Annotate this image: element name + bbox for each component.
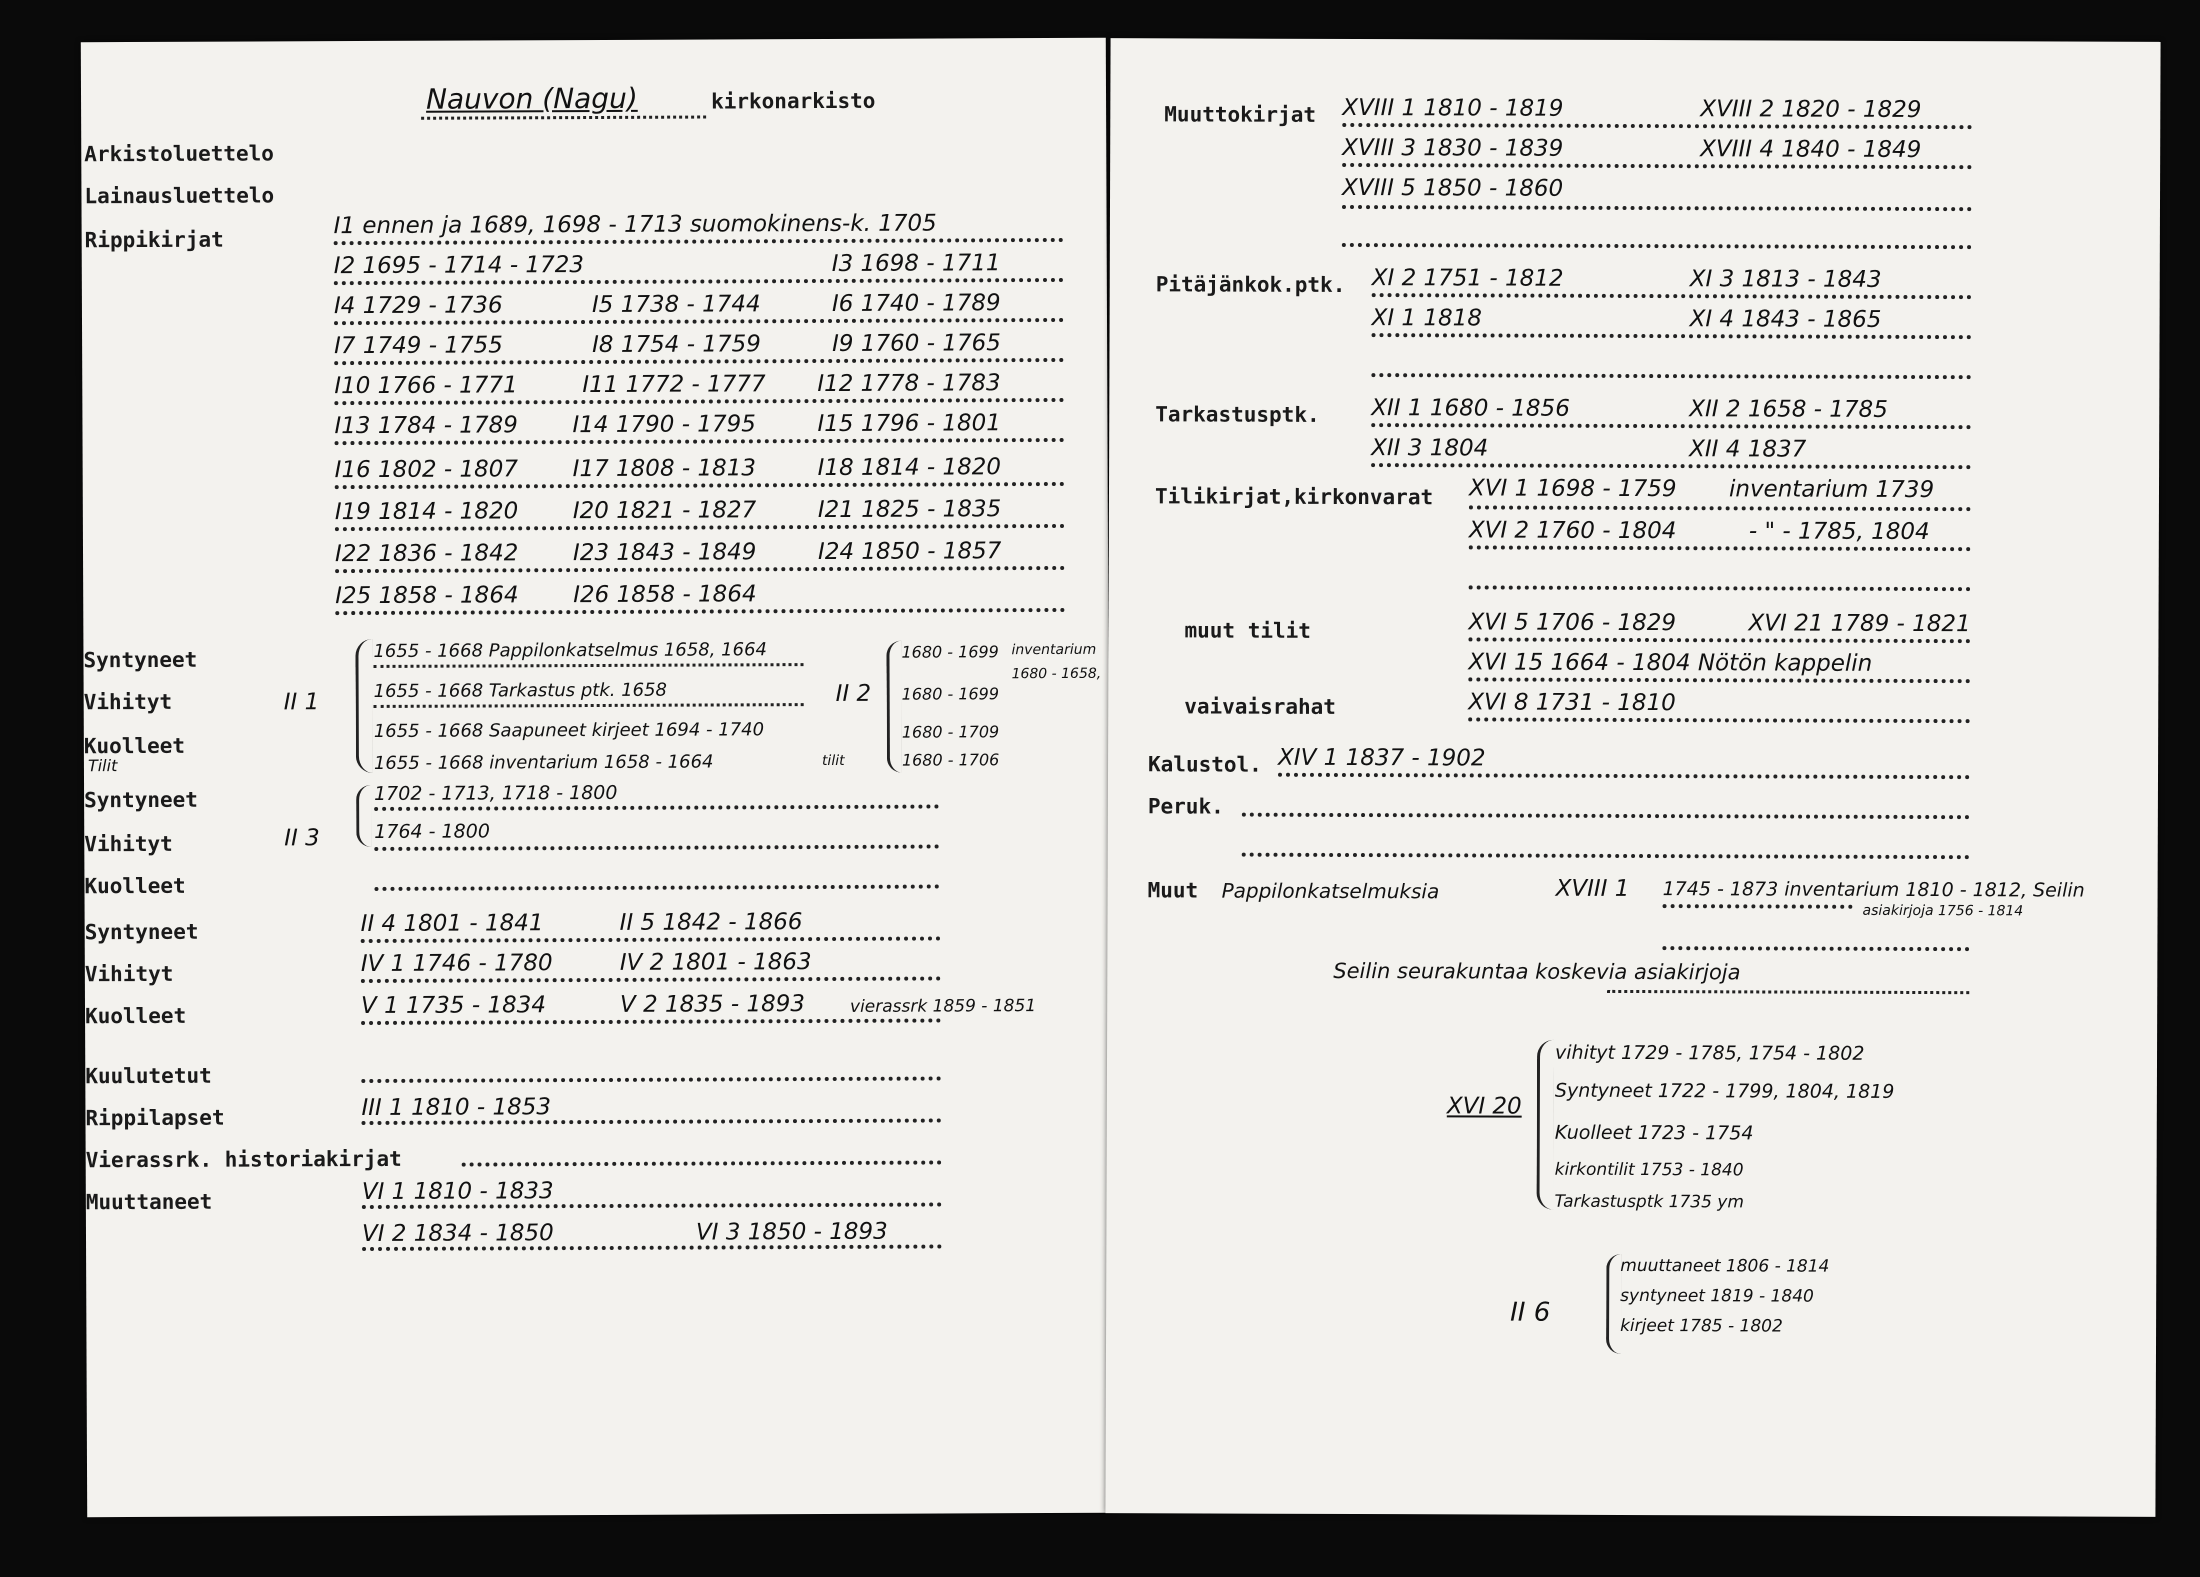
group1-brace (355, 639, 373, 773)
group2-brace (356, 785, 371, 847)
seili-line-2: Syntyneet 1722 - 1799, 1804, 1819 (1554, 1079, 1895, 1103)
header-arkistoluettelo: Arkistoluettelo (84, 141, 274, 167)
header-lainausluettelo: Lainausluettelo (84, 183, 275, 209)
rippi-row-9-c1: I22 1836 - 1842 (334, 540, 519, 568)
group3-row-2-c1: IV 1 1746 - 1780 (360, 950, 553, 978)
dotted-line (335, 438, 1065, 445)
label-tilikirjat: Tilikirjat,kirkonvarat (1154, 484, 1434, 510)
rippi-row-9-c3: I24 1850 - 1857 (817, 538, 1002, 566)
muut-years: 1745 - 1873 inventarium 1810 - 1812, Seilin (1662, 878, 2085, 902)
group1-right-2: 1680 - 1699 (901, 684, 1000, 704)
group3-row-3-c2: V 2 1835 - 1893 (619, 991, 806, 1018)
dotted-line (1342, 205, 1972, 211)
dotted-line (374, 845, 939, 851)
group1-volume-2: II 2 (835, 680, 872, 707)
group3-row-1-c2: II 5 1842 - 1866 (619, 909, 803, 936)
dotted-line (361, 976, 941, 983)
rippi-row-2-c1: I2 1695 - 1714 - 1723 (333, 252, 584, 280)
group1-line-1: 1655 - 1668 Pappilonkatselmus 1658, 1664 (373, 639, 768, 662)
muutto-row-2-c2: XVIII 4 1840 - 1849 (1700, 136, 1922, 164)
ii6-line-1: muuttaneet 1806 - 1814 (1620, 1255, 1830, 1277)
tili-row-1-c2: inventarium 1739 (1728, 476, 1935, 504)
dotted-line (1278, 773, 1970, 779)
dotted-line (1342, 243, 1972, 249)
muuttilit-row-1-c1: XVI 5 1706 - 1829 (1468, 609, 1677, 637)
muut-text: Pappilonkatselmuksia (1221, 878, 1440, 904)
dotted-line (462, 1160, 942, 1166)
group3-row-3-c1: V 1 1735 - 1834 (360, 992, 547, 1020)
label-kuolleet-1: Kuolleet (83, 733, 186, 759)
dotted-line (361, 936, 941, 943)
label-muut-tilit: muut tilit (1184, 618, 1311, 643)
pitaja-row-1-c1: XI 2 1751 - 1812 (1371, 265, 1564, 292)
tark-row-2-c1: XII 3 1804 (1371, 435, 1489, 462)
dotted-line (335, 566, 1065, 573)
seili-volume: XVI 20 (1446, 1093, 1522, 1120)
tark-row-1-c2: XII 2 1658 - 1785 (1689, 396, 1888, 423)
label-peruk: Peruk. (1147, 794, 1224, 819)
rippi-row-7-c2: I17 1808 - 1813 (572, 455, 757, 483)
rippi-row-3-c2: I5 1738 - 1744 (591, 291, 761, 319)
muut-cont: asiakirjoja 1756 - 1814 (1862, 902, 2024, 920)
dotted-line (335, 482, 1065, 489)
label-vierassrk: Vierassrk. historiakirjat (85, 1146, 402, 1173)
tili-row-2-c2: - " - 1785, 1804 (1748, 518, 1930, 546)
ii6-volume: II 6 (1510, 1297, 1551, 1328)
group4-row-5-c2: VI 3 1850 - 1893 (695, 1218, 888, 1246)
label-vihityt-2: Vihityt (84, 831, 173, 857)
seili-line-5: Tarkastusptk 1735 ym (1554, 1191, 1744, 1213)
dotted-line (1371, 423, 1971, 429)
group2-line-1: 1702 - 1713, 1718 - 1800 (374, 781, 618, 805)
rippi-row-10-c1: I25 1858 - 1864 (335, 582, 519, 610)
group1-right-3: 1680 - 1709 (901, 722, 1000, 742)
right-page (1105, 38, 2160, 1517)
dotted-line (334, 398, 1064, 405)
label-muuttokirjat: Muuttokirjat (1164, 102, 1317, 127)
group2-volume: II 3 (284, 825, 320, 852)
tili-row-1-c1: XVI 1 1698 - 1759 (1468, 475, 1677, 503)
group4-row-4-c1: VI 1 1810 - 1833 (361, 1178, 554, 1206)
label-syntyneet-1: Syntyneet (83, 647, 198, 673)
tili-row-2-c1: XVI 2 1760 - 1804 (1468, 517, 1677, 545)
group1-line-2: 1655 - 1668 Tarkastus ptk. 1658 (373, 679, 668, 702)
left-page (81, 38, 1112, 1517)
seili-line-1: vihityt 1729 - 1785, 1754 - 1802 (1555, 1041, 1865, 1065)
muut-volume: XVIII 1 (1555, 875, 1630, 902)
group1-brace-2 (886, 641, 902, 773)
dotted-line (1663, 904, 1853, 909)
group1-volume: II 1 (283, 689, 320, 716)
rippi-row-7-c1: I16 1802 - 1807 (334, 456, 519, 484)
dotted-line (1607, 990, 1969, 994)
rippi-row-5-c2: I11 1772 - 1777 (582, 371, 766, 399)
label-vihityt-1: Vihityt (83, 689, 173, 715)
group1-note-1: inventarium (1011, 641, 1097, 659)
muutto-row-1-c2: XVIII 2 1820 - 1829 (1700, 96, 1922, 124)
dotted-line (335, 524, 1065, 531)
group1-right-4: 1680 - 1706 (901, 750, 1000, 770)
label-kuolleet-2: Kuolleet (84, 873, 186, 899)
title-typed: kirkonarkisto (710, 88, 876, 114)
rippi-row-6-c2: I14 1790 - 1795 (572, 411, 756, 439)
dotted-line (335, 608, 1065, 615)
label-syntyneet-2: Syntyneet (84, 787, 198, 813)
muutto-row-2-c1: XVIII 3 1830 - 1839 (1342, 134, 1564, 162)
dotted-line (1468, 717, 1970, 723)
rippi-row-4-c3: I9 1760 - 1765 (832, 330, 1001, 357)
rippi-row-10-c2: I26 1858 - 1864 (573, 581, 757, 609)
group2-line-2: 1764 - 1800 (374, 820, 490, 843)
group1-note-2: 1680 - 1658, (1011, 665, 1102, 683)
rippi-row-7-c3: I18 1814 - 1820 (817, 454, 1002, 482)
group1-tilit: tilit (821, 752, 845, 770)
rippi-row-9-c2: I23 1843 - 1849 (572, 539, 757, 567)
dotted-line (374, 663, 804, 668)
rippi-row-8-c1: I19 1814 - 1820 (334, 498, 519, 526)
pitaja-row-1-c2: XI 3 1813 - 1843 (1689, 266, 1882, 293)
label-kalustol: Kalustol. (1148, 752, 1262, 777)
rippi-row-5-c3: I12 1778 - 1783 (817, 370, 1001, 398)
rippi-row-4-c2: I8 1754 - 1759 (592, 331, 761, 359)
label-muuttaneet: Muuttaneet (85, 1189, 213, 1215)
rippi-row-6-c3: I15 1796 - 1801 (817, 410, 1001, 438)
dotted-line (1469, 585, 1971, 591)
label-pitajankok: Pitäjänkok.ptk. (1155, 272, 1346, 297)
label-vihityt-3: Vihityt (84, 961, 174, 987)
kalustol-c1: XIV 1 1837 - 1902 (1278, 744, 1486, 772)
dotted-line (1468, 637, 1970, 643)
dotted-line (1372, 333, 1972, 339)
label-muut: Muut (1147, 878, 1199, 903)
group4-row-2-c1: III 1 1810 - 1853 (361, 1094, 552, 1122)
seili-line-3: Kuolleet 1723 - 1754 (1554, 1121, 1754, 1145)
ii6-brace (1606, 1254, 1621, 1354)
title-handwritten: Nauvon (Nagu) (425, 81, 638, 116)
seili-line-4: kirkontilit 1753 - 1840 (1554, 1159, 1744, 1181)
dotted-line (1342, 163, 1972, 169)
label-kuulutetut: Kuulutetut (85, 1063, 212, 1089)
pitaja-row-2-c2: XI 4 1843 - 1865 (1689, 306, 1882, 333)
pitaja-row-2-c1: XI 1 1818 (1371, 305, 1482, 332)
ii6-line-2: syntyneet 1819 - 1840 (1620, 1285, 1814, 1307)
muuttilit-row-2-c1: XVI 15 1664 - 1804 Nötön kappelin (1468, 649, 1873, 677)
dotted-line (334, 278, 1064, 285)
label-rippilapset: Rippilapset (85, 1105, 225, 1131)
dotted-line (1371, 463, 1971, 469)
dotted-line (334, 238, 1064, 245)
group1-right-1: 1680 - 1699 (901, 642, 999, 662)
muutto-row-1-c1: XVIII 1 1810 - 1819 (1342, 94, 1564, 122)
dotted-line (1662, 946, 1969, 951)
dotted-line (1372, 293, 1972, 299)
dotted-line (374, 885, 939, 891)
rippi-row-3-c1: I4 1729 - 1736 (333, 292, 503, 320)
label-vaivaisrahat: vaivaisrahat (1184, 694, 1337, 719)
label-tilit-1: Tilit (87, 756, 118, 776)
group4-row-5-c1: VI 2 1834 - 1850 (361, 1220, 554, 1248)
dotted-line (361, 1018, 941, 1025)
dotted-line (334, 318, 1064, 325)
tark-row-2-c2: XII 4 1837 (1689, 436, 1807, 463)
dotted-line (1242, 813, 1970, 820)
muuttilit-row-1-c2: XVI 21 1789 - 1821 (1748, 610, 1971, 638)
header-rippikirjat: Rippikirjat (84, 227, 224, 253)
dotted-line (334, 358, 1064, 365)
rippi-row-5-c1: I10 1766 - 1771 (334, 372, 518, 400)
rippi-row-8-c3: I21 1825 - 1835 (817, 496, 1002, 524)
rippi-row-1-c1: I1 ennen ja 1689, 1698 - 1713 suomokinens-k. 1705 (333, 210, 937, 240)
rippi-row-6-c1: I13 1784 - 1789 (334, 412, 518, 440)
title-underline (421, 116, 706, 120)
vaivais-c1: XVI 8 1731 - 1810 (1468, 689, 1676, 717)
tark-row-1-c1: XII 1 1680 - 1856 (1371, 395, 1570, 422)
rippi-row-4-c1: I7 1749 - 1755 (334, 332, 503, 360)
group3-row-2-c2: IV 2 1801 - 1863 (619, 949, 812, 976)
seili-heading: Seilin seurakuntaa koskevia asiakirjoja (1333, 958, 1741, 985)
group3-row-3-note: vierassrk 1859 - 1851 (849, 996, 1037, 1017)
group1-line-4: 1655 - 1668 inventarium 1658 - 1664 (373, 751, 714, 774)
dotted-line (374, 703, 804, 708)
rippi-row-3-c3: I6 1740 - 1789 (831, 290, 1001, 317)
dotted-line (1242, 853, 1970, 860)
ii6-line-3: kirjeet 1785 - 1802 (1620, 1315, 1783, 1337)
dotted-line (1342, 123, 1972, 129)
dotted-line (374, 805, 939, 811)
dotted-line (1469, 505, 1971, 511)
label-syntyneet-3: Syntyneet (84, 919, 199, 945)
rippi-row-8-c2: I20 1821 - 1827 (572, 497, 757, 525)
dotted-line (1371, 373, 1971, 379)
group3-row-1-c1: II 4 1801 - 1841 (360, 910, 544, 938)
label-tarkastusptk: Tarkastusptk. (1155, 402, 1320, 427)
dotted-line (1469, 545, 1971, 551)
dotted-line (361, 1076, 941, 1083)
seili-brace (1536, 1040, 1554, 1210)
dotted-line (1468, 677, 1970, 683)
group1-line-3: 1655 - 1668 Saapuneet kirjeet 1694 - 1740 (373, 719, 765, 742)
label-kuolleet-3: Kuolleet (84, 1003, 187, 1029)
muutto-row-3-c1: XVIII 5 1850 - 1860 (1342, 174, 1564, 202)
rippi-row-2-c3: I3 1698 - 1711 (831, 250, 1001, 277)
